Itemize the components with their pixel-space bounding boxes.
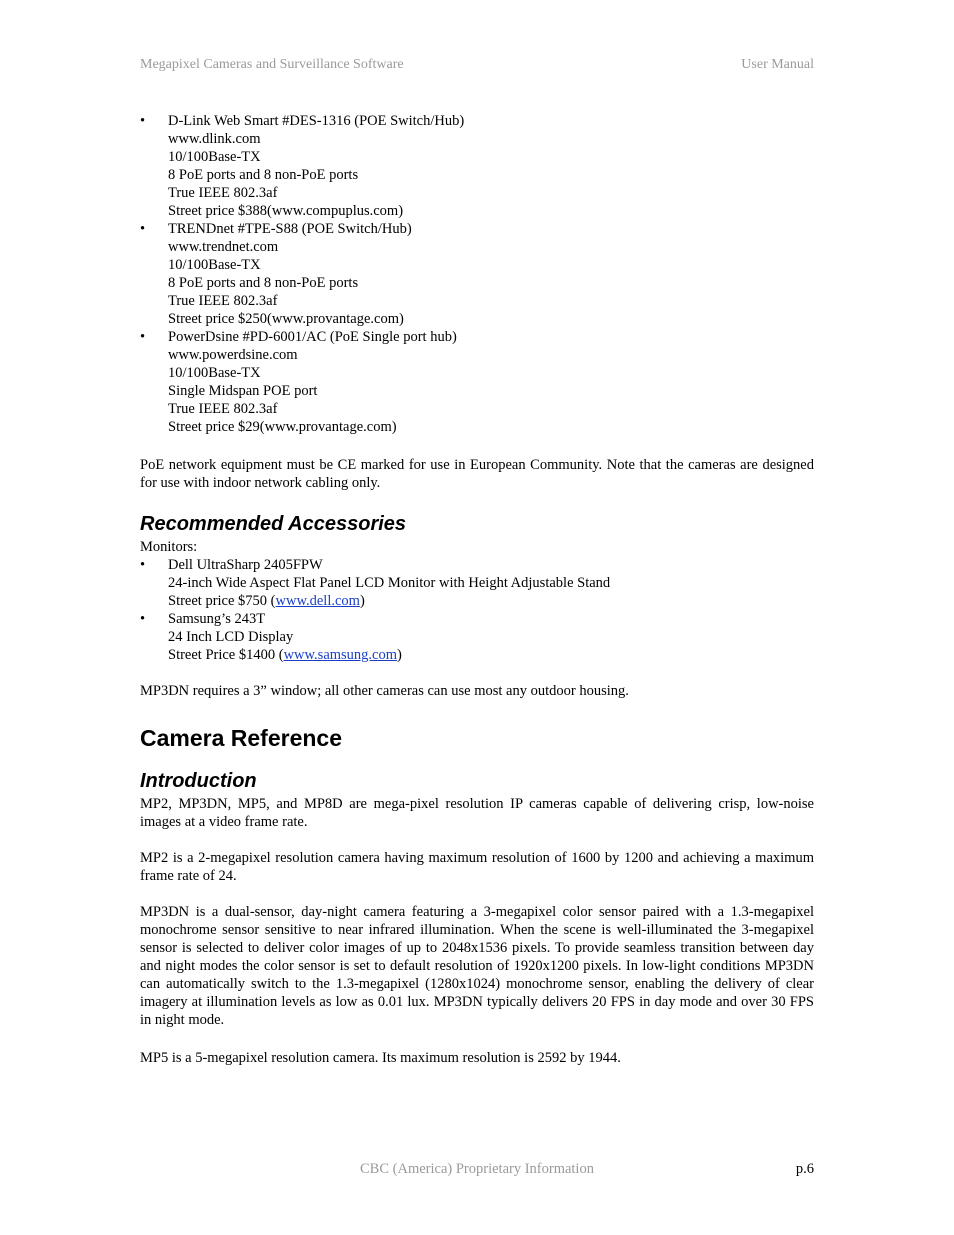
item-line: www.trendnet.com (168, 239, 279, 255)
bullet-icon: • (140, 611, 146, 627)
mp5-paragraph: MP5 is a 5-megapixel resolution camera. Its maximum resolution is 2592 by 1944. (140, 1050, 621, 1066)
mp2-paragraph: MP2 is a 2-megapixel resolution camera having maximum resolution of 1600 by 1200 and achieving a maximum frame rate of 24. (140, 850, 814, 884)
bullet-icon: • (140, 113, 146, 129)
item-title: Samsung’s 243T (168, 611, 266, 627)
item-line: True IEEE 802.3af (168, 293, 278, 309)
poe-equipment-list (140, 112, 814, 436)
item-line: True IEEE 802.3af (168, 401, 278, 417)
page-header (140, 57, 814, 77)
item-line: True IEEE 802.3af (168, 185, 278, 201)
section-heading-accessories: Recommended Accessories (140, 513, 407, 535)
item-title: PowerDsine #PD-6001/AC (PoE Single port hub) (168, 329, 457, 345)
item-line: 8 PoE ports and 8 non-PoE ports (168, 167, 359, 183)
item-line: 10/100Base-TX (168, 149, 261, 165)
item-price: Street price $750 (www.dell.com) (168, 593, 365, 609)
item-price: Street Price $1400 (www.samsung.com) (168, 647, 402, 663)
mp3dn-paragraph: MP3DN is a dual-sensor, day-night camera featuring a 3-megapixel color sensor paired with a 1.3-megapixel monochrome sensor sensitive to near infrared illumination. When the scene is well-illuminated the 3-megapixel sensor is selected to deliver color images of up to 2048x1536 pixels. To provide seamless transition between day and night modes the color sensor is set to default resolution of 1920x1200 pixels. In low-light conditions MP3DN can automatically switch to the 1.3-megapixel (1280x1024) monochrome sensor, enabling the delivery of clear imagery at illumination levels as low as 0.01 lux. MP3DN typically delivers 20 FPS in day mode and over 30 FPS in night mode. (140, 904, 814, 1028)
bullet-icon: • (140, 221, 146, 237)
list-item (140, 610, 814, 664)
monitors-label: Monitors: (140, 539, 198, 555)
header-manual-label: User Manual (741, 57, 814, 72)
item-line: Street price $250(www.provantage.com) (168, 311, 404, 327)
item-title: D-Link Web Smart #DES-1316 (POE Switch/Hub) (168, 113, 465, 129)
item-title: Dell UltraSharp 2405FPW (168, 557, 323, 573)
footer-proprietary-label: CBC (America) Proprietary Information (360, 1161, 594, 1177)
item-line: Street price $388(www.compuplus.com) (168, 203, 404, 219)
page-number: p.6 (795, 1161, 814, 1177)
list-item (140, 112, 814, 220)
item-line: 8 PoE ports and 8 non-PoE ports (168, 275, 359, 291)
section-heading-introduction: Introduction (140, 770, 257, 792)
page-content (140, 112, 814, 1067)
item-line: 10/100Base-TX (168, 365, 261, 381)
item-line: 24-inch Wide Aspect Flat Panel LCD Monitor with Height Adjustable Stand (168, 575, 611, 591)
item-line: Single Midspan POE port (168, 383, 318, 399)
bullet-icon: • (140, 329, 146, 345)
poe-note-paragraph: PoE network equipment must be CE marked for use in European Community. Note that the cameras are designed for use with indoor network cabling only. (140, 457, 814, 491)
item-line: Street price $29(www.provantage.com) (168, 419, 397, 435)
item-line: 10/100Base-TX (168, 257, 261, 273)
item-line: 24 Inch LCD Display (168, 629, 294, 645)
list-item (140, 220, 814, 328)
list-item (140, 556, 814, 610)
dell-link[interactable]: www.dell.com (275, 593, 360, 609)
item-line: www.powerdsine.com (168, 347, 298, 363)
housing-note-paragraph: MP3DN requires a 3” window; all other cameras can use most any outdoor housing. (140, 683, 629, 699)
page-footer (140, 1161, 814, 1181)
intro-paragraph: MP2, MP3DN, MP5, and MP8D are mega-pixel resolution IP cameras capable of delivering crisp, low-noise images at a video frame rate. (140, 796, 814, 830)
samsung-link[interactable]: www.samsung.com (283, 647, 398, 663)
bullet-icon: • (140, 557, 146, 573)
monitor-list (140, 556, 814, 664)
header-title: Megapixel Cameras and Surveillance Software (140, 57, 404, 72)
list-item (140, 328, 814, 436)
chapter-heading-camera-reference: Camera Reference (140, 725, 343, 751)
item-title: TRENDnet #TPE-S88 (POE Switch/Hub) (168, 221, 412, 237)
item-line: www.dlink.com (168, 131, 261, 147)
